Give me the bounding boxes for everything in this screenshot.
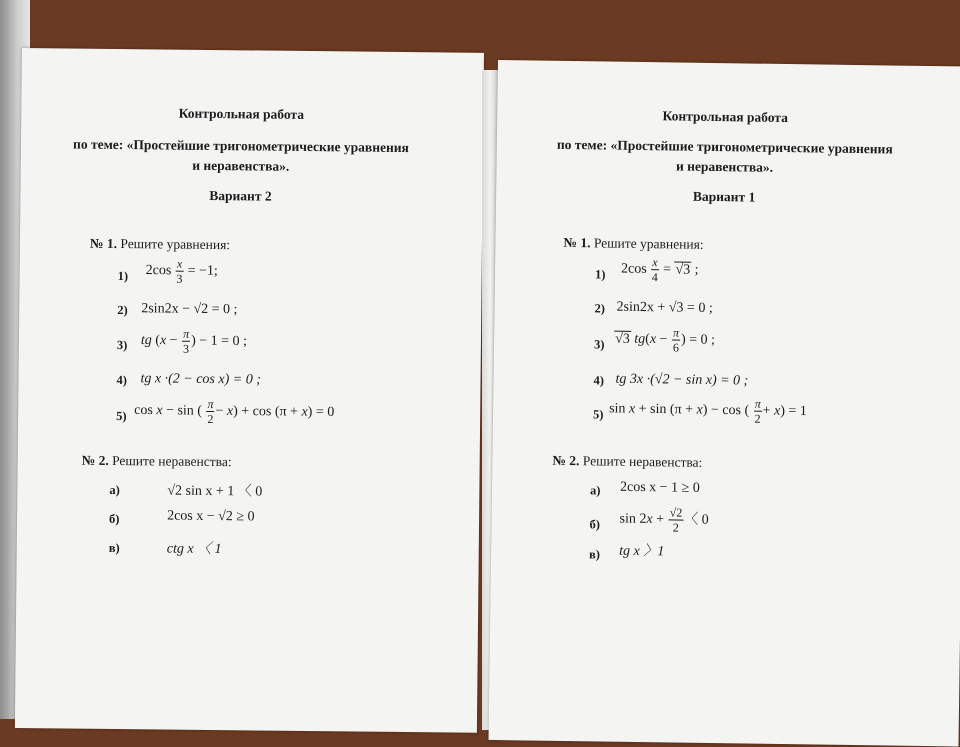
task-text: Решите неравенства: (582, 453, 703, 470)
task-2-heading (82, 453, 232, 471)
task-text: Решите неравенства: (112, 452, 232, 470)
sheet-title: Контрольная работа (662, 108, 789, 126)
equation-2: 2sin2x − √2 = 0 ; (141, 301, 238, 318)
task-text: Решите уравнения: (120, 236, 231, 253)
inequality-3: ctg x 〈 1 (166, 541, 222, 558)
topic-line-1: по теме: «Простейшие тригонометрические уравнения (556, 136, 893, 157)
task-number: № 1. (563, 234, 591, 251)
worksheet-variant-2 (15, 48, 484, 733)
eq-number: 3) (116, 338, 128, 353)
topic-line-1: по теме: «Простейшие тригонометрические уравнения (73, 136, 409, 156)
eq-number: 1) (594, 267, 606, 282)
eq-number: 5) (592, 407, 604, 422)
equation-4: tg x ·(2 − cos x) = 0 ; (140, 371, 261, 388)
ineq-letter: а) (109, 482, 120, 498)
variant-label: Вариант 1 (692, 188, 756, 205)
task-number: № 1. (89, 235, 118, 252)
sheet-title: Контрольная работа (178, 105, 305, 122)
inequality-1: 2cos x − 1 ≥ 0 (619, 479, 700, 496)
inequality-2: sin 2x + $\frac{√2}{2}$ 〈 0 (619, 505, 709, 535)
eq-number: 4) (593, 373, 605, 388)
variant-label: Вариант 2 (209, 187, 272, 204)
ineq-letter: а) (589, 483, 601, 498)
equation-4: tg 3x ·(√2 − sin x) = 0 ; (615, 371, 749, 389)
eq-number: 2) (117, 303, 128, 318)
task-1-heading (90, 236, 230, 253)
eq-number: 1) (117, 269, 129, 284)
equation-3: √3 tg(x − $\frac{\pi}{6}$ ) = 0 ; (615, 325, 716, 355)
task-1-heading (563, 235, 703, 253)
equation-3: tg (x − $\frac{\pi}{3}$ ) − 1 = 0 ; (140, 326, 248, 356)
inequality-2: 2cos x − √2 ≥ 0 (167, 508, 255, 525)
eq-number: 2) (594, 301, 606, 316)
task-text: Решите уравнения: (593, 235, 704, 252)
eq-number: 3) (593, 337, 605, 352)
task-2-heading (552, 453, 702, 471)
topic-line-2: и неравенства». (675, 158, 774, 175)
equation-5: cos x − sin ( $\frac{\pi}{2}$ − x) + cos (π + x) = 0 (134, 396, 335, 427)
eq-number: 4) (116, 373, 128, 388)
task-number: № 2. (552, 452, 580, 469)
eq-number: 5) (116, 409, 127, 424)
ineq-letter: в) (589, 547, 601, 562)
equation-1: 2cos $\frac{x}{3}$ = −1; (145, 256, 218, 286)
worksheet-variant-1 (489, 60, 960, 746)
task-number: № 2. (81, 452, 109, 468)
topic-line-2: и неравенства». (192, 157, 290, 174)
ineq-letter: б) (108, 511, 120, 527)
equation-2: 2sin2x + √3 = 0 ; (616, 299, 713, 317)
inequality-3: tg x 〉1 (619, 543, 665, 560)
equation-5: sin x + sin (π + x) − cos ( $\frac{\pi}{2}$ + x) = 1 (609, 396, 807, 426)
ineq-letter: б) (589, 517, 601, 532)
equation-1: 2cos $\frac{x}{4}$ = √3 ; (620, 255, 699, 285)
ineq-letter: в) (108, 540, 120, 556)
inequality-1: √2 sin x + 1 〈 0 (167, 483, 263, 500)
